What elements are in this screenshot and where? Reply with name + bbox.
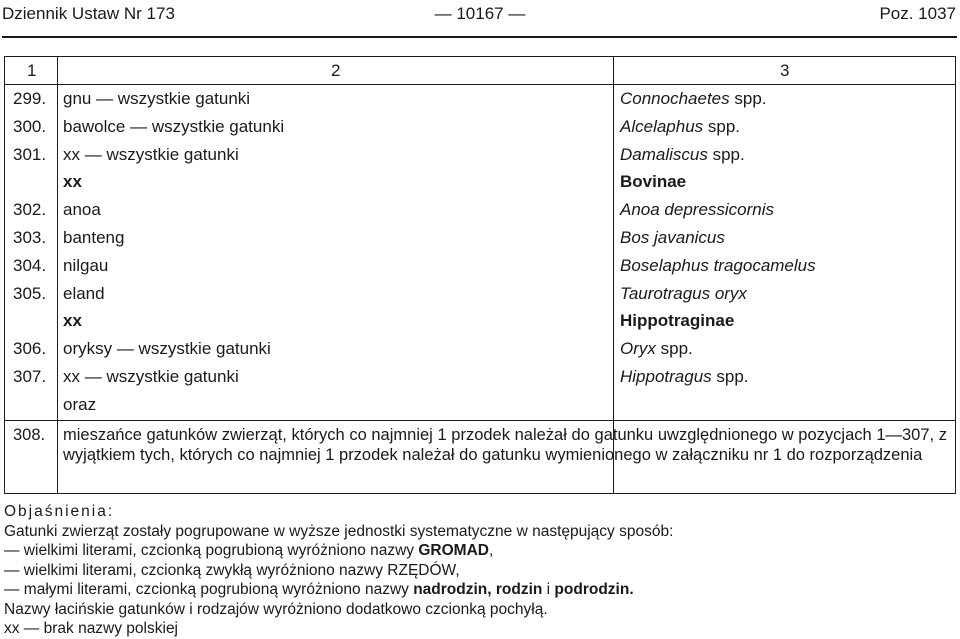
table-row <box>5 225 953 251</box>
table-row <box>5 86 953 112</box>
explanations-title: Objaśnienia: <box>4 503 115 520</box>
column-header-1: 1 <box>27 61 37 80</box>
row-latin-name: Bos javanicus <box>620 228 725 247</box>
row-common-name: eland <box>63 283 105 303</box>
row-latin-name: Oryx spp. <box>620 339 693 359</box>
row-number: 299. <box>13 89 47 108</box>
row-common-name: xx — wszystkie gatunki <box>63 144 239 164</box>
row-common-name: gnu — wszystkie gatunki <box>63 89 251 108</box>
explanations-intro: Gatunki zwierząt zostały pogrupowane w wyższe jednostki systematyczne w następujący sposób: <box>4 522 674 540</box>
row-common-name: xx <box>63 311 82 331</box>
row-common-name: banteng <box>63 228 125 247</box>
header-row-divider <box>5 84 955 85</box>
table-row <box>5 253 953 279</box>
row-number: 307. <box>13 367 47 386</box>
row-latin-name: Hippotragus spp. <box>620 367 749 386</box>
row-latin-name: Hippotraginae <box>620 311 735 331</box>
explanation-line-1: — wielkimi literami, czcionką pogrubioną wyróżniono nazwy GROMAD, <box>4 542 494 559</box>
row-number: 308. <box>13 426 46 444</box>
row-number: 301. <box>13 144 47 164</box>
column-header-2: 2 <box>331 61 341 80</box>
table-row <box>5 114 953 140</box>
explanation-line-2: — wielkimi literami, czcionką zwykłą wyróżniono nazwy RZĘDÓW, <box>4 561 460 579</box>
row-common-name: oryksy — wszystkie gatunki <box>63 339 271 359</box>
column-header-3: 3 <box>780 61 790 80</box>
row-common-name: nilgau <box>63 255 109 275</box>
journal-title: Dziennik Ustaw Nr 173 <box>2 4 175 23</box>
explanation-line-4: Nazwy łacińskie gatunków i rodzajów wyróżniono dodatkowo czcionką pochyłą. <box>4 600 548 618</box>
row-common-name: xx — wszystkie gatunki <box>63 367 239 386</box>
table-row <box>5 281 953 307</box>
header-rule <box>2 36 957 38</box>
table-row <box>5 336 953 362</box>
row-number: 302. <box>13 200 47 220</box>
table-row <box>5 197 953 223</box>
row-latin-name: Damaliscus spp. <box>620 144 745 164</box>
page-number: — 10167 — <box>434 4 526 23</box>
row-number: 303. <box>13 228 47 247</box>
row-latin-name: Taurotragus oryx <box>620 283 747 303</box>
row-number: 300. <box>13 116 47 136</box>
row-common-name: oraz <box>63 394 97 414</box>
row-latin-name: Boselaphus tragocamelus <box>620 255 816 275</box>
table-row <box>5 142 953 168</box>
row-latin-name: Anoa depressicornis <box>620 200 775 220</box>
row-description: mieszańce gatunków zwierząt, których co najmniej 1 przodek należał do gatunku uwzględnionego w pozycjach 1—307, z wyjątkiem tych, których co najmniej 1 przodek należał do gatunku wymienionego w załączniku nr 1 do rozporządzenia <box>63 426 947 464</box>
table-row <box>5 364 953 390</box>
table-row <box>5 392 953 418</box>
row-common-name: xx <box>63 172 82 192</box>
row-latin-name: Connochaetes spp. <box>620 89 767 108</box>
row-number: 305. <box>13 283 47 303</box>
row-number: 304. <box>13 255 47 275</box>
table-group-row <box>5 169 953 195</box>
table-group-row <box>5 308 953 334</box>
row-common-name: bawolce — wszystkie gatunki <box>63 116 285 136</box>
explanation-line-3: — małymi literami, czcionką pogrubioną wyróżniono nazwy nadrodzin, rodzin i podrodzin. <box>4 581 634 598</box>
row-latin-name: Alcelaphus spp. <box>620 116 741 136</box>
species-table <box>4 56 956 494</box>
row-number: 306. <box>13 339 47 359</box>
row-common-name: anoa <box>63 200 101 220</box>
position-number: Poz. 1037 <box>879 4 956 23</box>
row-latin-name: Bovinae <box>620 172 687 192</box>
row-divider <box>5 420 955 421</box>
explanation-line-5: xx — brak nazwy polskiej <box>4 620 179 637</box>
explanations <box>4 502 954 639</box>
page-header <box>0 2 960 28</box>
